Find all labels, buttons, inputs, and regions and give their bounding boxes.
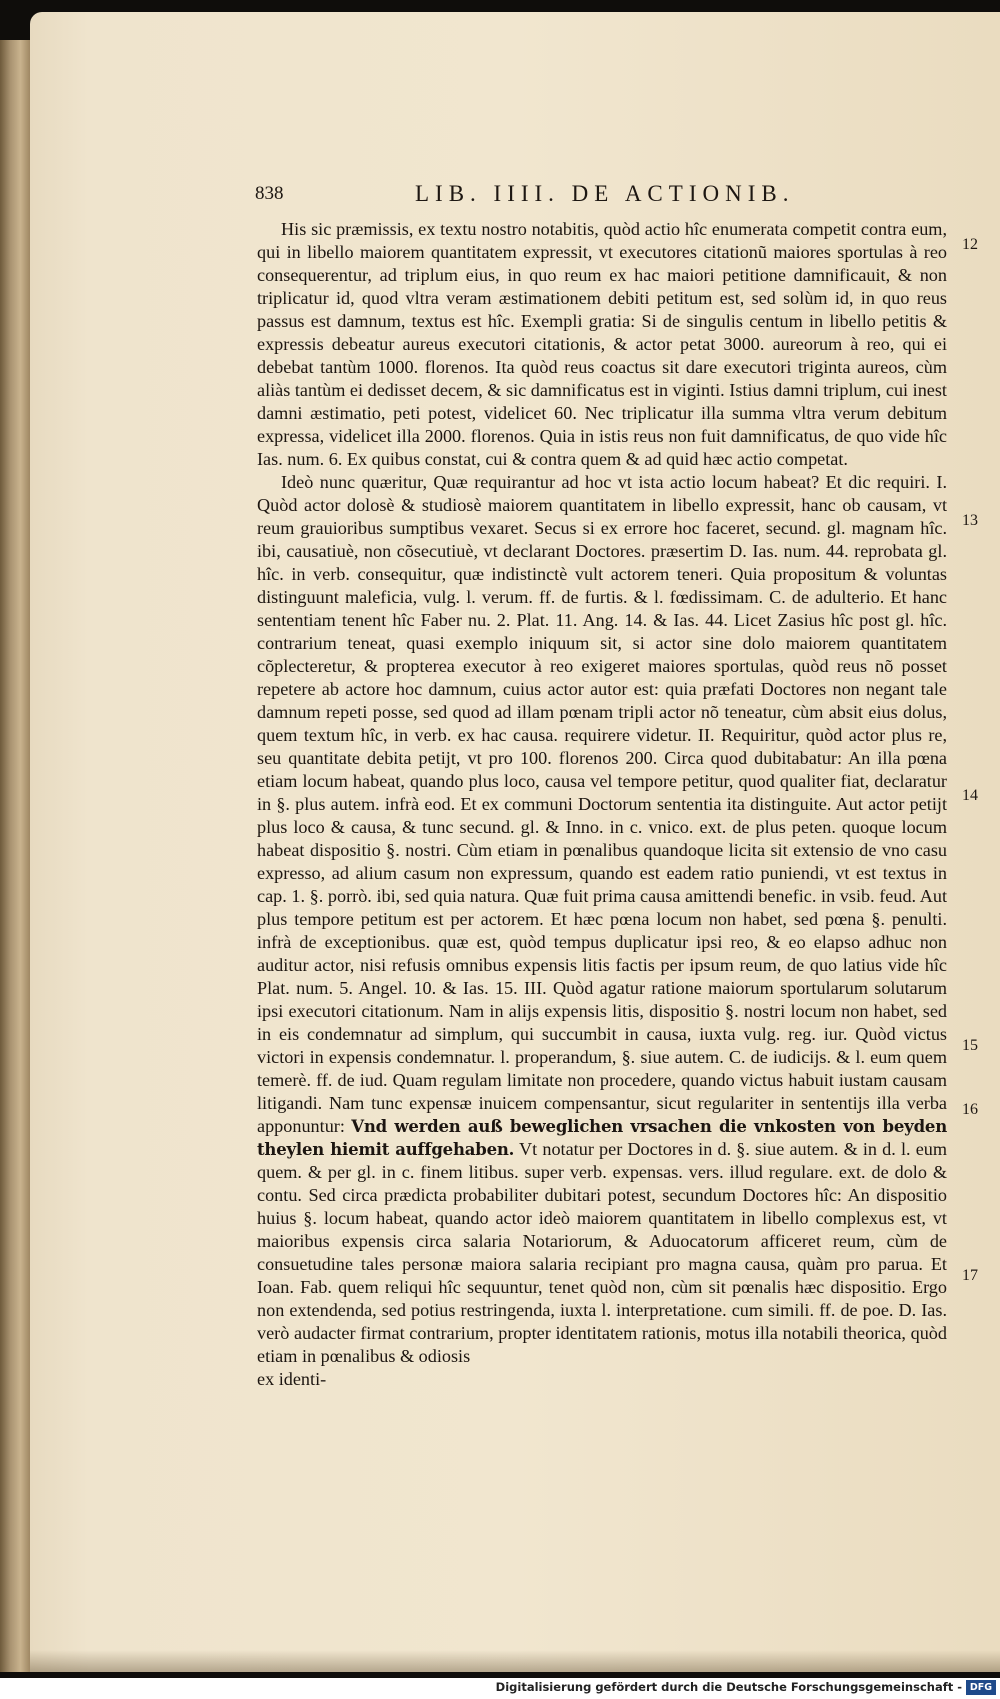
digitization-footer (0, 1678, 1000, 1699)
paragraph-2 (257, 471, 947, 1368)
paragraph-1: His sic præmissis, ex textu nostro notabitis, quòd actio hîc enumerata competit contra eum, qui in libello maiorem quantitatem expressit, vt executores citationũ maiores sportulas à reo consequerentur, ad triplum eius, in quo reum ex hac maiori petitione damnificauit, & non triplicatur id, quod vltra veram æstimationem debiti petitum est, sed solùm id, in quo reus passus est damnum, textus est hîc. Exempli gratia: Si de singulis centum in libello petitis & expressis debeatur aureus executori citationis, & actor petat 3000. aureorum à reo, qui ei debebat tantùm 1000. florenos. Ita quòd reus coactus sit dare executori triginta aureos, cùm aliàs tantùm ei dedisset decem, & sic damnificatus est in viginti. Istius damni triplum, cui inest damni æstimatio, peti potest, videlicet 60. Nec triplicatur illa summa vltra verum debitum expressa, videlicet illa 2000. florenos. Quia in istis reus non fuit damnificatus, de quo vide hîc Ias. num. 6. Ex quibus constat, cui & contra quem & ad quid hæc actio competat. (257, 219, 947, 469)
footer-credit: Digitalisierung gefördert durch die Deutsche Forschungsgemeinschaft - (495, 1680, 962, 1694)
margin-number: 17 (962, 1267, 978, 1284)
margin-number: 14 (962, 787, 978, 804)
catchword: ex identi- (257, 1369, 327, 1389)
margin-number: 13 (962, 512, 978, 529)
margin-number: 15 (962, 1037, 978, 1054)
book-edge (0, 40, 34, 1672)
main-text (257, 218, 947, 1391)
dfg-logo-icon: DFG (966, 1680, 996, 1695)
running-head: LIB. IIII. DE ACTIONIB. (415, 181, 795, 206)
margin-number: 12 (962, 236, 978, 253)
page-number: 838 (255, 183, 284, 204)
gothic-phrase: Vnd werden auß beweglichen vrsachen die vnkosten von beyden theylen hiemit auffgehaben. (257, 1117, 947, 1159)
paragraph-2-continuation: Vt notatur per Doctores in d. §. siue autem. & in d. l. eum quem. & per gl. in c. finem litibus. super verb. expensas. vers. illud regulare. ext. de dolo & contu. Sed circa prædicta probabiliter dubitari potest, secundum Doctores hîc: An dispositio huius §. locum habeat, quando actor ideò maiorem quantitatem in libello complexus est, vt maioribus expensis circa salaria Notariorum, & Aduocatorum afficeret reum, cùm de consuetudine tales personæ maiora salaria recipiant pro magna causa, quàm pro parua. Et Ioan. Fab. quem reliqui hîc sequuntur, tenet quòd non, cùm sit pœnalis hæc dispositio. Ergo non extendenda, sed potius restringenda, iuxta l. interpretatione. cum simili. ff. de poe. D. Ias. verò audacter firmat contrarium, propter identitatem rationis, motus illa notabili theorica, quòd etiam in pœnalibus & odiosis (257, 1139, 948, 1366)
page-shadow (30, 1650, 1000, 1672)
margin-number: 16 (962, 1101, 978, 1118)
paragraph-2-text: Ideò nunc quæritur, Quæ requirantur ad hoc vt ista actio locum habeat? Et dic requiri. I. Quòd actor dolosè & studiosè maiorem quantitatem in libello expressit, hanc ob causam, vt reum grauioribus sumptibus vexaret. Secus si ex errore hoc faceret, secund. gl. magnam hîc. ibi, causatiuè, non cõsecutiuè, vt declarant Doctores. præsertim D. Ias. num. 44. reprobata gl. hîc. in verb. consequitur, quæ indistinctè vult actorem teneri. Quia propositum & voluntas distinguunt maleficia, vulg. l. verum. ff. de furtis. & l. fœdissimam. C. de adulterio. Et hanc sententiam tenent hîc Faber nu. 2. Plat. 11. Ang. 14. & Ias. 44. Licet Zasius hîc post gl. hîc. contrarium teneat, quasi exemplo iniquum sit, si actor sine dolo maiorem quantitatem cõplecteretur, & propterea executor à reo exigeret maiores sportulas, quòd reus nõ posset repetere ab actore hoc damnum, cuius actor autor est: quia præfati Doctores non negant tale damnum repeti posse, sed quod ad illam pœnam tripli actor nõ teneatur, cùm absit eius dolus, quem textum hîc, in verb. ex hac causa. requirere videtur. II. Requiritur, quòd actor plus re, seu quantitate debita petijt, vt pro 100. florenos 200. Circa quod dubitabatur: An illa pœna etiam locum habeat, quando plus loco, causa vel tempore petitur, quod qualiter fiat, declaratur in §. plus autem. infrà eod. Et ex communi Doctorum sententia ita distinguite. Aut actor petijt plus loco & causa, & tunc secund. gl. & Inno. in c. vnico. ext. de plus peten. quoque locum habeat dispositio §. nostri. Cùm etiam in pœnalibus quandoque licita sit extensio de vno casu expresso, ad alium casum non expressum, quando est eadem ratio puniendi, vt est textus in cap. 1. §. porrò. ibi, sed quia natura. Quæ fuit prima causa amittendi benefic. in vsib. feud. Aut plus tempore petitum est per actorem. Et hæc pœna locum non habet, sed pœna §. penulti. infrà de exceptionibus. quæ est, quòd tempus duplicatur ipsi reo, & eo elapso adhuc non auditur actor, nisi refusis omnibus expensis litis factis per ipsum reum, de quo latius vide hîc Plat. num. 5. Angel. 10. & Ias. 15. III. Quòd agatur ratione maiorum sportularum solutarum ipsi executori citationum. Nam in alijs expensis litis, dispositio §. nostri locum non habet, sed in eis condemnatur ad simplum, qui succumbit in causa, iuxta vulg. reg. iur. Quòd victus victori in expensis condemnatur. l. properandum, §. siue autem. C. de iudicijs. & l. eum quem temerè. ff. de iud. Quam regulam limitate non procedere, quando victus habuit iustam causam litigandi. Nam tunc expensæ inuicem compensantur, sicut regulariter in sententijs illa verba apponuntur: (257, 472, 947, 1136)
page-header (255, 183, 835, 213)
